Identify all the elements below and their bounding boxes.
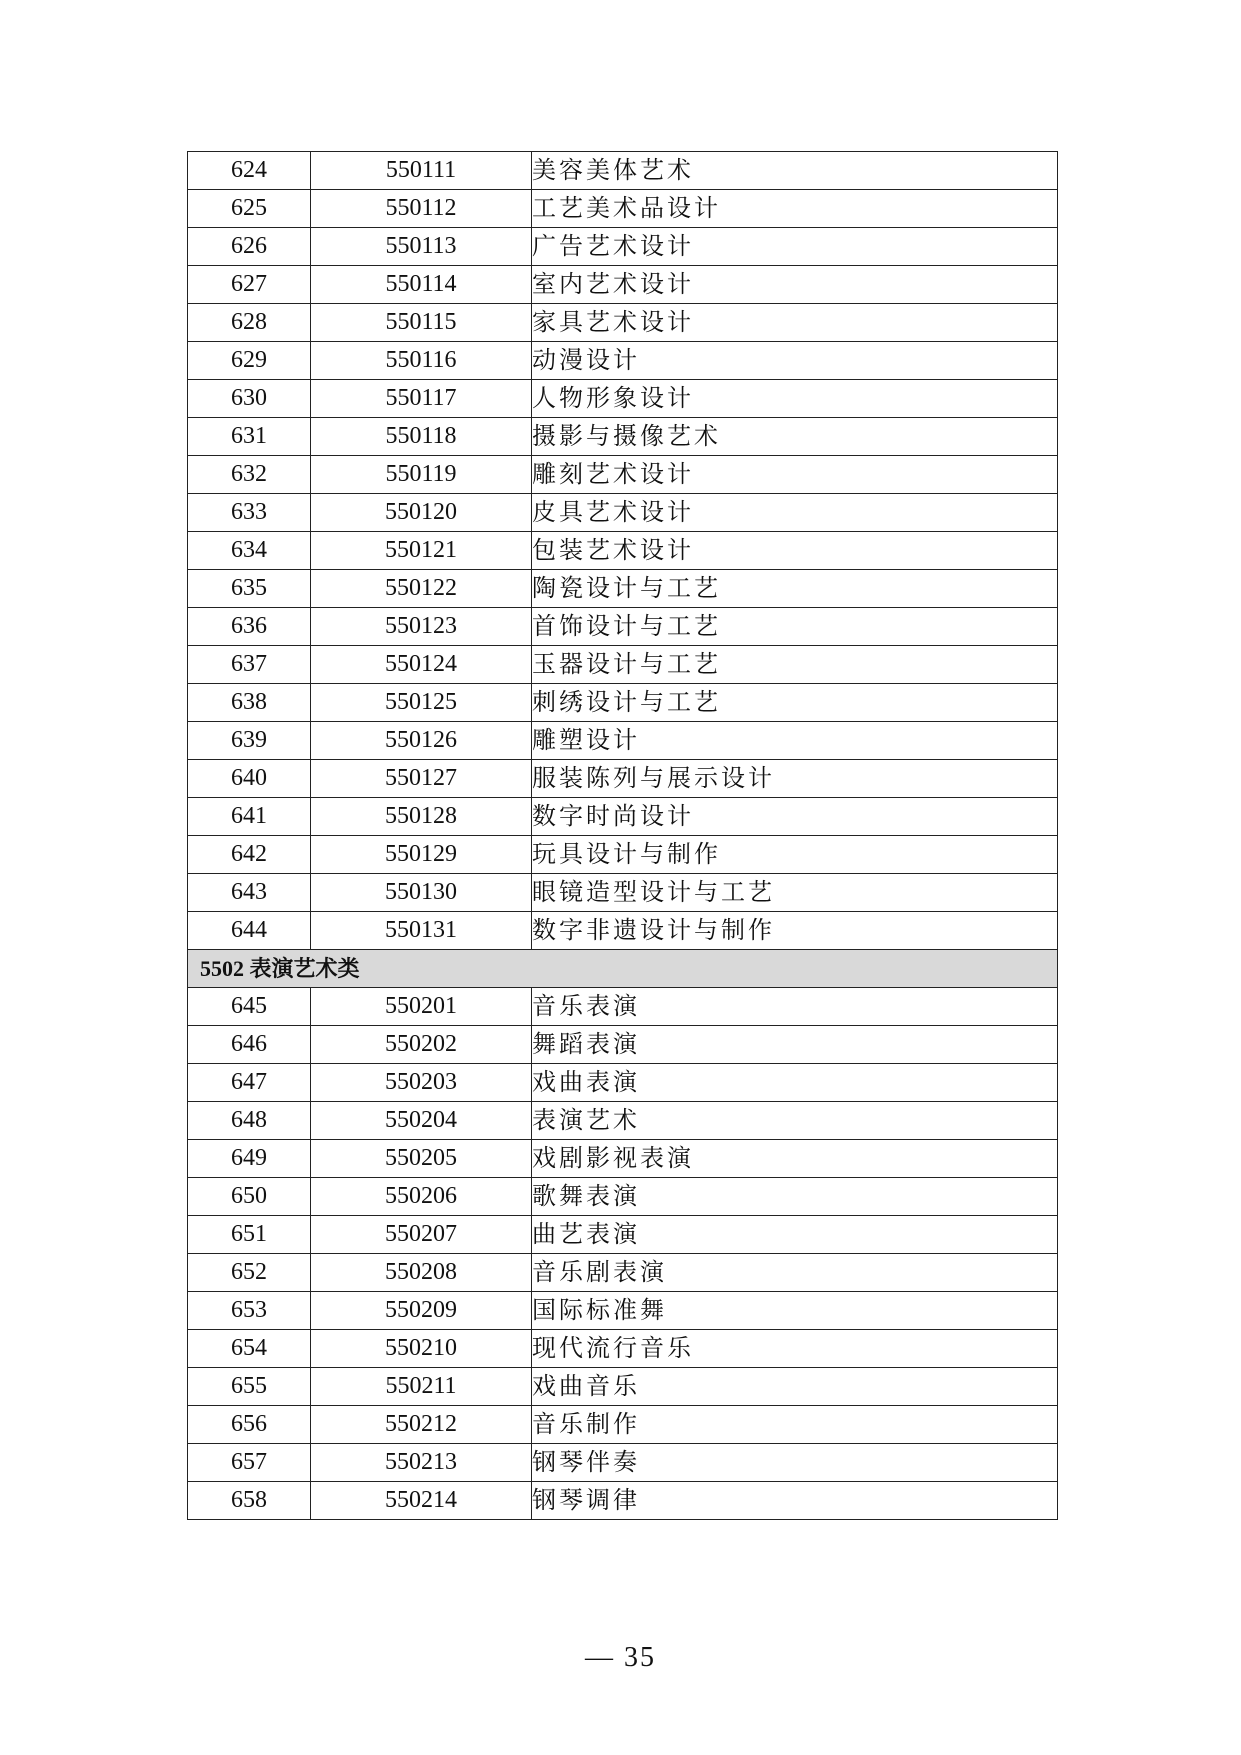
code-cell: 550205 (311, 1140, 532, 1178)
seq-cell: 656 (188, 1406, 311, 1444)
seq-cell: 638 (188, 684, 311, 722)
seq-cell: 640 (188, 760, 311, 798)
seq-cell: 630 (188, 380, 311, 418)
name-cell: 家具艺术设计 (532, 304, 1058, 342)
name-cell: 音乐表演 (532, 988, 1058, 1026)
table-row (188, 1026, 1058, 1064)
seq-cell: 624 (188, 152, 311, 190)
code-cell: 550111 (311, 152, 532, 190)
seq-cell: 632 (188, 456, 311, 494)
code-cell: 550112 (311, 190, 532, 228)
seq-cell: 629 (188, 342, 311, 380)
seq-cell: 637 (188, 646, 311, 684)
name-cell: 人物形象设计 (532, 380, 1058, 418)
name-cell: 钢琴伴奏 (532, 1444, 1058, 1482)
name-cell: 音乐制作 (532, 1406, 1058, 1444)
table-row (188, 494, 1058, 532)
name-cell: 玩具设计与制作 (532, 836, 1058, 874)
table-row (188, 1368, 1058, 1406)
code-cell: 550214 (311, 1482, 532, 1520)
name-cell: 音乐剧表演 (532, 1254, 1058, 1292)
table-row (188, 608, 1058, 646)
code-cell: 550202 (311, 1026, 532, 1064)
code-cell: 550212 (311, 1406, 532, 1444)
seq-cell: 633 (188, 494, 311, 532)
table-row (188, 1330, 1058, 1368)
name-cell: 眼镜造型设计与工艺 (532, 874, 1058, 912)
table-row (188, 152, 1058, 190)
code-cell: 550207 (311, 1216, 532, 1254)
code-cell: 550206 (311, 1178, 532, 1216)
table-row (188, 304, 1058, 342)
code-cell: 550115 (311, 304, 532, 342)
code-cell: 550129 (311, 836, 532, 874)
name-cell: 戏曲音乐 (532, 1368, 1058, 1406)
table-row (188, 228, 1058, 266)
seq-cell: 628 (188, 304, 311, 342)
table-row (188, 722, 1058, 760)
name-cell: 舞蹈表演 (532, 1026, 1058, 1064)
seq-cell: 627 (188, 266, 311, 304)
seq-cell: 650 (188, 1178, 311, 1216)
name-cell: 广告艺术设计 (532, 228, 1058, 266)
seq-cell: 657 (188, 1444, 311, 1482)
name-cell: 包装艺术设计 (532, 532, 1058, 570)
table-row (188, 1178, 1058, 1216)
name-cell: 陶瓷设计与工艺 (532, 570, 1058, 608)
code-cell: 550119 (311, 456, 532, 494)
table-row (188, 1254, 1058, 1292)
code-cell: 550204 (311, 1102, 532, 1140)
seq-cell: 654 (188, 1330, 311, 1368)
name-cell: 服装陈列与展示设计 (532, 760, 1058, 798)
table-row (188, 1444, 1058, 1482)
code-cell: 550127 (311, 760, 532, 798)
code-cell: 550120 (311, 494, 532, 532)
seq-cell: 653 (188, 1292, 311, 1330)
seq-cell: 631 (188, 418, 311, 456)
code-cell: 550125 (311, 684, 532, 722)
name-cell: 数字时尚设计 (532, 798, 1058, 836)
seq-cell: 658 (188, 1482, 311, 1520)
name-cell: 玉器设计与工艺 (532, 646, 1058, 684)
table-row (188, 1482, 1058, 1520)
code-cell: 550203 (311, 1064, 532, 1102)
seq-cell: 647 (188, 1064, 311, 1102)
name-cell: 动漫设计 (532, 342, 1058, 380)
table-row (188, 912, 1058, 950)
seq-cell: 639 (188, 722, 311, 760)
table-row (188, 684, 1058, 722)
name-cell: 戏曲表演 (532, 1064, 1058, 1102)
table-row (188, 1064, 1058, 1102)
seq-cell: 646 (188, 1026, 311, 1064)
table-row (188, 190, 1058, 228)
code-cell: 550210 (311, 1330, 532, 1368)
name-cell: 现代流行音乐 (532, 1330, 1058, 1368)
seq-cell: 641 (188, 798, 311, 836)
name-cell: 雕刻艺术设计 (532, 456, 1058, 494)
name-cell: 美容美体艺术 (532, 152, 1058, 190)
code-cell: 550114 (311, 266, 532, 304)
code-cell: 550116 (311, 342, 532, 380)
category-label: 5502 表演艺术类 (188, 950, 1058, 988)
table-row (188, 1102, 1058, 1140)
name-cell: 歌舞表演 (532, 1178, 1058, 1216)
code-cell: 550208 (311, 1254, 532, 1292)
code-cell: 550131 (311, 912, 532, 950)
seq-cell: 635 (188, 570, 311, 608)
seq-cell: 634 (188, 532, 311, 570)
page-number: — 35 (585, 1642, 656, 1673)
seq-cell: 645 (188, 988, 311, 1026)
name-cell: 首饰设计与工艺 (532, 608, 1058, 646)
seq-cell: 626 (188, 228, 311, 266)
table-row (188, 798, 1058, 836)
table-row (188, 988, 1058, 1026)
table-row (188, 266, 1058, 304)
name-cell: 国际标准舞 (532, 1292, 1058, 1330)
table-row (188, 836, 1058, 874)
seq-cell: 655 (188, 1368, 311, 1406)
name-cell: 表演艺术 (532, 1102, 1058, 1140)
code-cell: 550118 (311, 418, 532, 456)
name-cell: 皮具艺术设计 (532, 494, 1058, 532)
name-cell: 室内艺术设计 (532, 266, 1058, 304)
code-cell: 550123 (311, 608, 532, 646)
table-row (188, 532, 1058, 570)
code-cell: 550126 (311, 722, 532, 760)
name-cell: 雕塑设计 (532, 722, 1058, 760)
table-row (188, 380, 1058, 418)
code-cell: 550130 (311, 874, 532, 912)
seq-cell: 644 (188, 912, 311, 950)
seq-cell: 648 (188, 1102, 311, 1140)
name-cell: 钢琴调律 (532, 1482, 1058, 1520)
name-cell: 工艺美术品设计 (532, 190, 1058, 228)
name-cell: 曲艺表演 (532, 1216, 1058, 1254)
code-cell: 550113 (311, 228, 532, 266)
seq-cell: 642 (188, 836, 311, 874)
seq-cell: 652 (188, 1254, 311, 1292)
table-row (188, 874, 1058, 912)
seq-cell: 643 (188, 874, 311, 912)
category-row (188, 950, 1058, 988)
table-row (188, 418, 1058, 456)
code-cell: 550117 (311, 380, 532, 418)
code-cell: 550209 (311, 1292, 532, 1330)
code-cell: 550211 (311, 1368, 532, 1406)
table-row (188, 1140, 1058, 1178)
seq-cell: 625 (188, 190, 311, 228)
table-row (188, 760, 1058, 798)
seq-cell: 636 (188, 608, 311, 646)
table-row (188, 342, 1058, 380)
seq-cell: 649 (188, 1140, 311, 1178)
code-cell: 550122 (311, 570, 532, 608)
seq-cell: 651 (188, 1216, 311, 1254)
majors-table-body (188, 152, 1058, 1520)
table-row (188, 1292, 1058, 1330)
name-cell: 摄影与摄像艺术 (532, 418, 1058, 456)
majors-table (187, 151, 1058, 1520)
name-cell: 数字非遗设计与制作 (532, 912, 1058, 950)
table-row (188, 646, 1058, 684)
name-cell: 戏剧影视表演 (532, 1140, 1058, 1178)
table-row (188, 1406, 1058, 1444)
code-cell: 550128 (311, 798, 532, 836)
name-cell: 刺绣设计与工艺 (532, 684, 1058, 722)
table-row (188, 456, 1058, 494)
table-row (188, 1216, 1058, 1254)
table-row (188, 570, 1058, 608)
code-cell: 550121 (311, 532, 532, 570)
code-cell: 550201 (311, 988, 532, 1026)
code-cell: 550213 (311, 1444, 532, 1482)
code-cell: 550124 (311, 646, 532, 684)
